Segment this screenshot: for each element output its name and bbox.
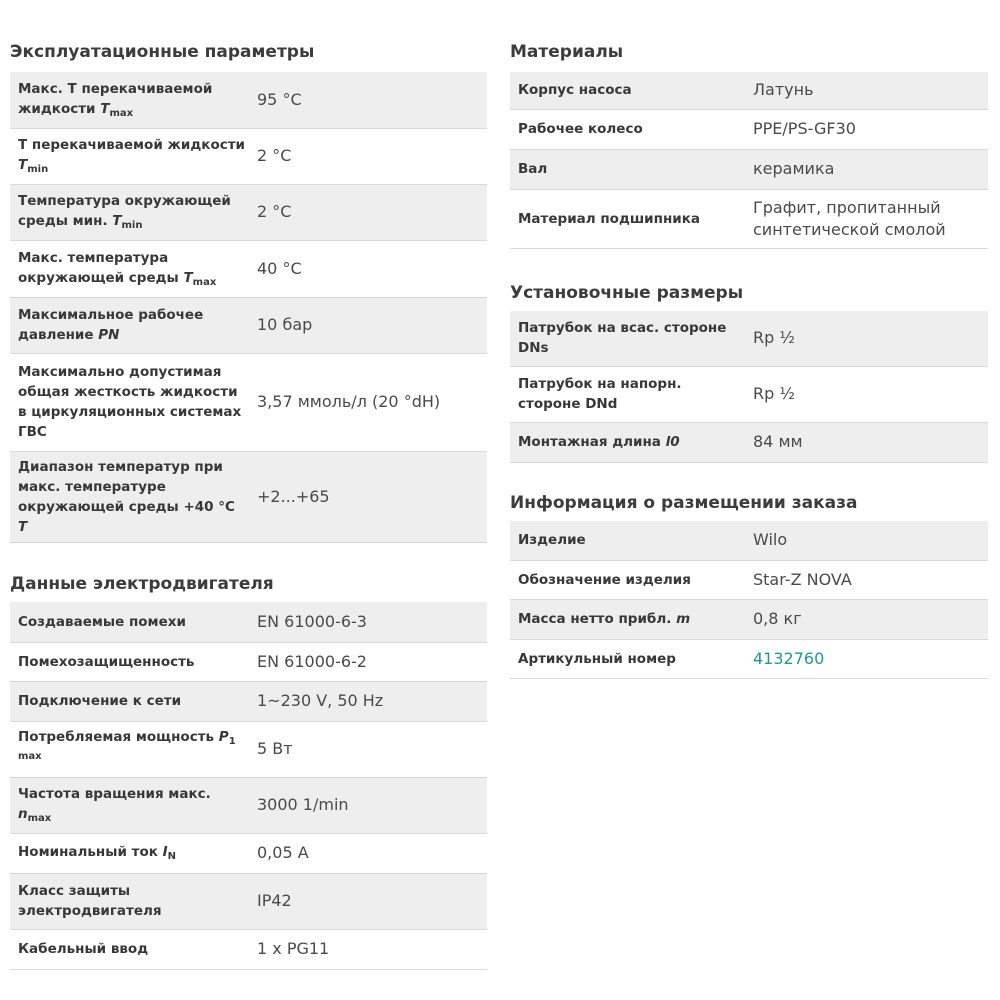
table-row	[510, 149, 988, 189]
row-subscript: max	[27, 813, 52, 824]
row-value: 10 бар	[247, 297, 487, 353]
row-value: IP42	[247, 873, 487, 929]
row-label: Номинальный ток	[18, 844, 158, 860]
table-row	[510, 422, 988, 462]
row-value: PPE/PS-GF30	[743, 109, 988, 149]
row-symbol: T	[18, 157, 28, 173]
row-label: Максимально допустимая общая жесткость жидкости в циркуляционных системах ГВС	[10, 353, 247, 451]
row-label: Максимальное рабочее давление	[18, 307, 204, 343]
row-subscript: max	[192, 276, 217, 288]
row-symbol: T	[100, 100, 110, 117]
table-row	[10, 929, 487, 969]
operating-table	[10, 72, 487, 543]
table-row	[510, 311, 988, 366]
row-value: 3000 1/min	[247, 777, 487, 833]
row-subscript-2: max	[18, 751, 42, 762]
row-symbol: l0	[665, 434, 680, 450]
table-row	[10, 128, 487, 184]
row-value: Графит, пропитанный синтетической смолой	[743, 189, 988, 248]
table-row	[10, 833, 487, 873]
table-row	[510, 560, 988, 599]
row-label: T перекачиваемой жидкости	[18, 137, 246, 153]
row-value: Rp ½	[743, 366, 988, 422]
row-symbol: I	[162, 844, 168, 860]
table-row	[510, 72, 988, 109]
materials-table	[510, 72, 988, 249]
row-label: Монтажная длина	[518, 434, 661, 450]
row-label: Температура окружающей среды мин.	[18, 193, 231, 229]
row-value: 84 мм	[743, 422, 988, 462]
section-title-install: Установочные размеры	[510, 283, 744, 303]
row-symbol: n	[18, 806, 28, 822]
row-value: Латунь	[743, 72, 988, 109]
row-value: Star-Z NOVA	[743, 560, 988, 599]
row-label: Рабочее колесо	[510, 109, 743, 149]
row-value: EN 61000-6-2	[247, 642, 487, 681]
row-value: 0,8 кг	[743, 599, 988, 639]
row-value: Wilo	[743, 521, 988, 560]
row-label: Масса нетто прибл.	[518, 611, 672, 627]
row-value: Rp ½	[743, 311, 988, 366]
row-value: 3,57 ммоль/л (20 °dH)	[247, 353, 487, 451]
row-label: Макс. температура окружающей среды	[18, 249, 179, 286]
table-row	[510, 109, 988, 149]
table-row	[10, 681, 487, 721]
table-row	[10, 353, 487, 451]
row-value: 0,05 A	[247, 833, 487, 873]
table-row	[510, 599, 988, 639]
table-row	[510, 521, 988, 560]
row-label: Материал подшипника	[510, 189, 743, 248]
row-value: 40 °C	[247, 240, 487, 297]
table-row	[10, 72, 487, 128]
section-title-materials: Материалы	[510, 42, 624, 62]
row-label: Корпус насоса	[510, 72, 743, 109]
row-subscript: 1	[228, 736, 236, 747]
row-label: Патрубок на напорн. стороне DNd	[510, 366, 743, 422]
row-value: 95 °C	[247, 72, 487, 128]
row-label: Обозначение изделия	[510, 560, 743, 599]
row-value: +2...+65	[247, 451, 487, 542]
section-title-operating: Эксплуатационные параметры	[10, 42, 315, 62]
row-label: Частота вращения макс.	[18, 786, 211, 802]
table-row	[510, 639, 988, 678]
table-row	[10, 642, 487, 681]
row-symbol: T	[183, 269, 193, 286]
table-row	[10, 184, 487, 240]
table-row	[510, 189, 988, 248]
row-label: Изделие	[510, 521, 743, 560]
row-value: 1~230 V, 50 Hz	[247, 681, 487, 721]
row-symbol: T	[18, 518, 28, 535]
row-label: Артикульный номер	[510, 639, 743, 678]
table-row	[10, 451, 487, 542]
table-row	[10, 240, 487, 297]
row-label: Потребляемая мощность	[18, 729, 215, 745]
motor-table	[10, 602, 487, 970]
row-symbol: m	[676, 611, 691, 627]
row-value: 1 x PG11	[247, 929, 487, 969]
row-subscript: N	[167, 851, 176, 862]
table-row	[10, 873, 487, 929]
order-table	[510, 521, 988, 679]
row-label: Помехозащищенность	[10, 642, 247, 681]
row-value: EN 61000-6-3	[247, 602, 487, 642]
table-row	[10, 602, 487, 642]
row-subscript: min	[121, 220, 143, 231]
row-symbol: PN	[98, 327, 120, 343]
row-value: 2 °C	[247, 184, 487, 240]
table-row	[510, 366, 988, 422]
row-label: Патрубок на всас. стороне DNs	[510, 311, 743, 366]
table-row	[10, 721, 487, 777]
row-value: керамика	[743, 149, 988, 189]
row-label: Макс. T перекачиваемой жидкости	[18, 80, 213, 117]
row-label: Кабельный ввод	[10, 929, 247, 969]
article-number-link[interactable]: 4132760	[753, 648, 825, 668]
row-symbol: P	[218, 729, 229, 745]
row-subscript: max	[109, 107, 134, 119]
row-value: 5 Вт	[247, 721, 487, 777]
row-label: Диапазон температур при макс. температуре окружающей среды +40 °C	[18, 458, 235, 515]
row-symbol: T	[112, 213, 122, 229]
row-label: Класс защиты электродвигателя	[10, 873, 247, 929]
table-row	[10, 777, 487, 833]
row-label: Подключение к сети	[10, 681, 247, 721]
row-label: Вал	[510, 149, 743, 189]
row-value: 2 °C	[247, 128, 487, 184]
section-title-motor: Данные электродвигателя	[10, 574, 274, 594]
row-label: Создаваемые помехи	[10, 602, 247, 642]
install-table	[510, 311, 988, 463]
section-title-order: Информация о размещении заказа	[510, 493, 858, 513]
row-subscript: min	[27, 164, 49, 175]
table-row	[10, 297, 487, 353]
